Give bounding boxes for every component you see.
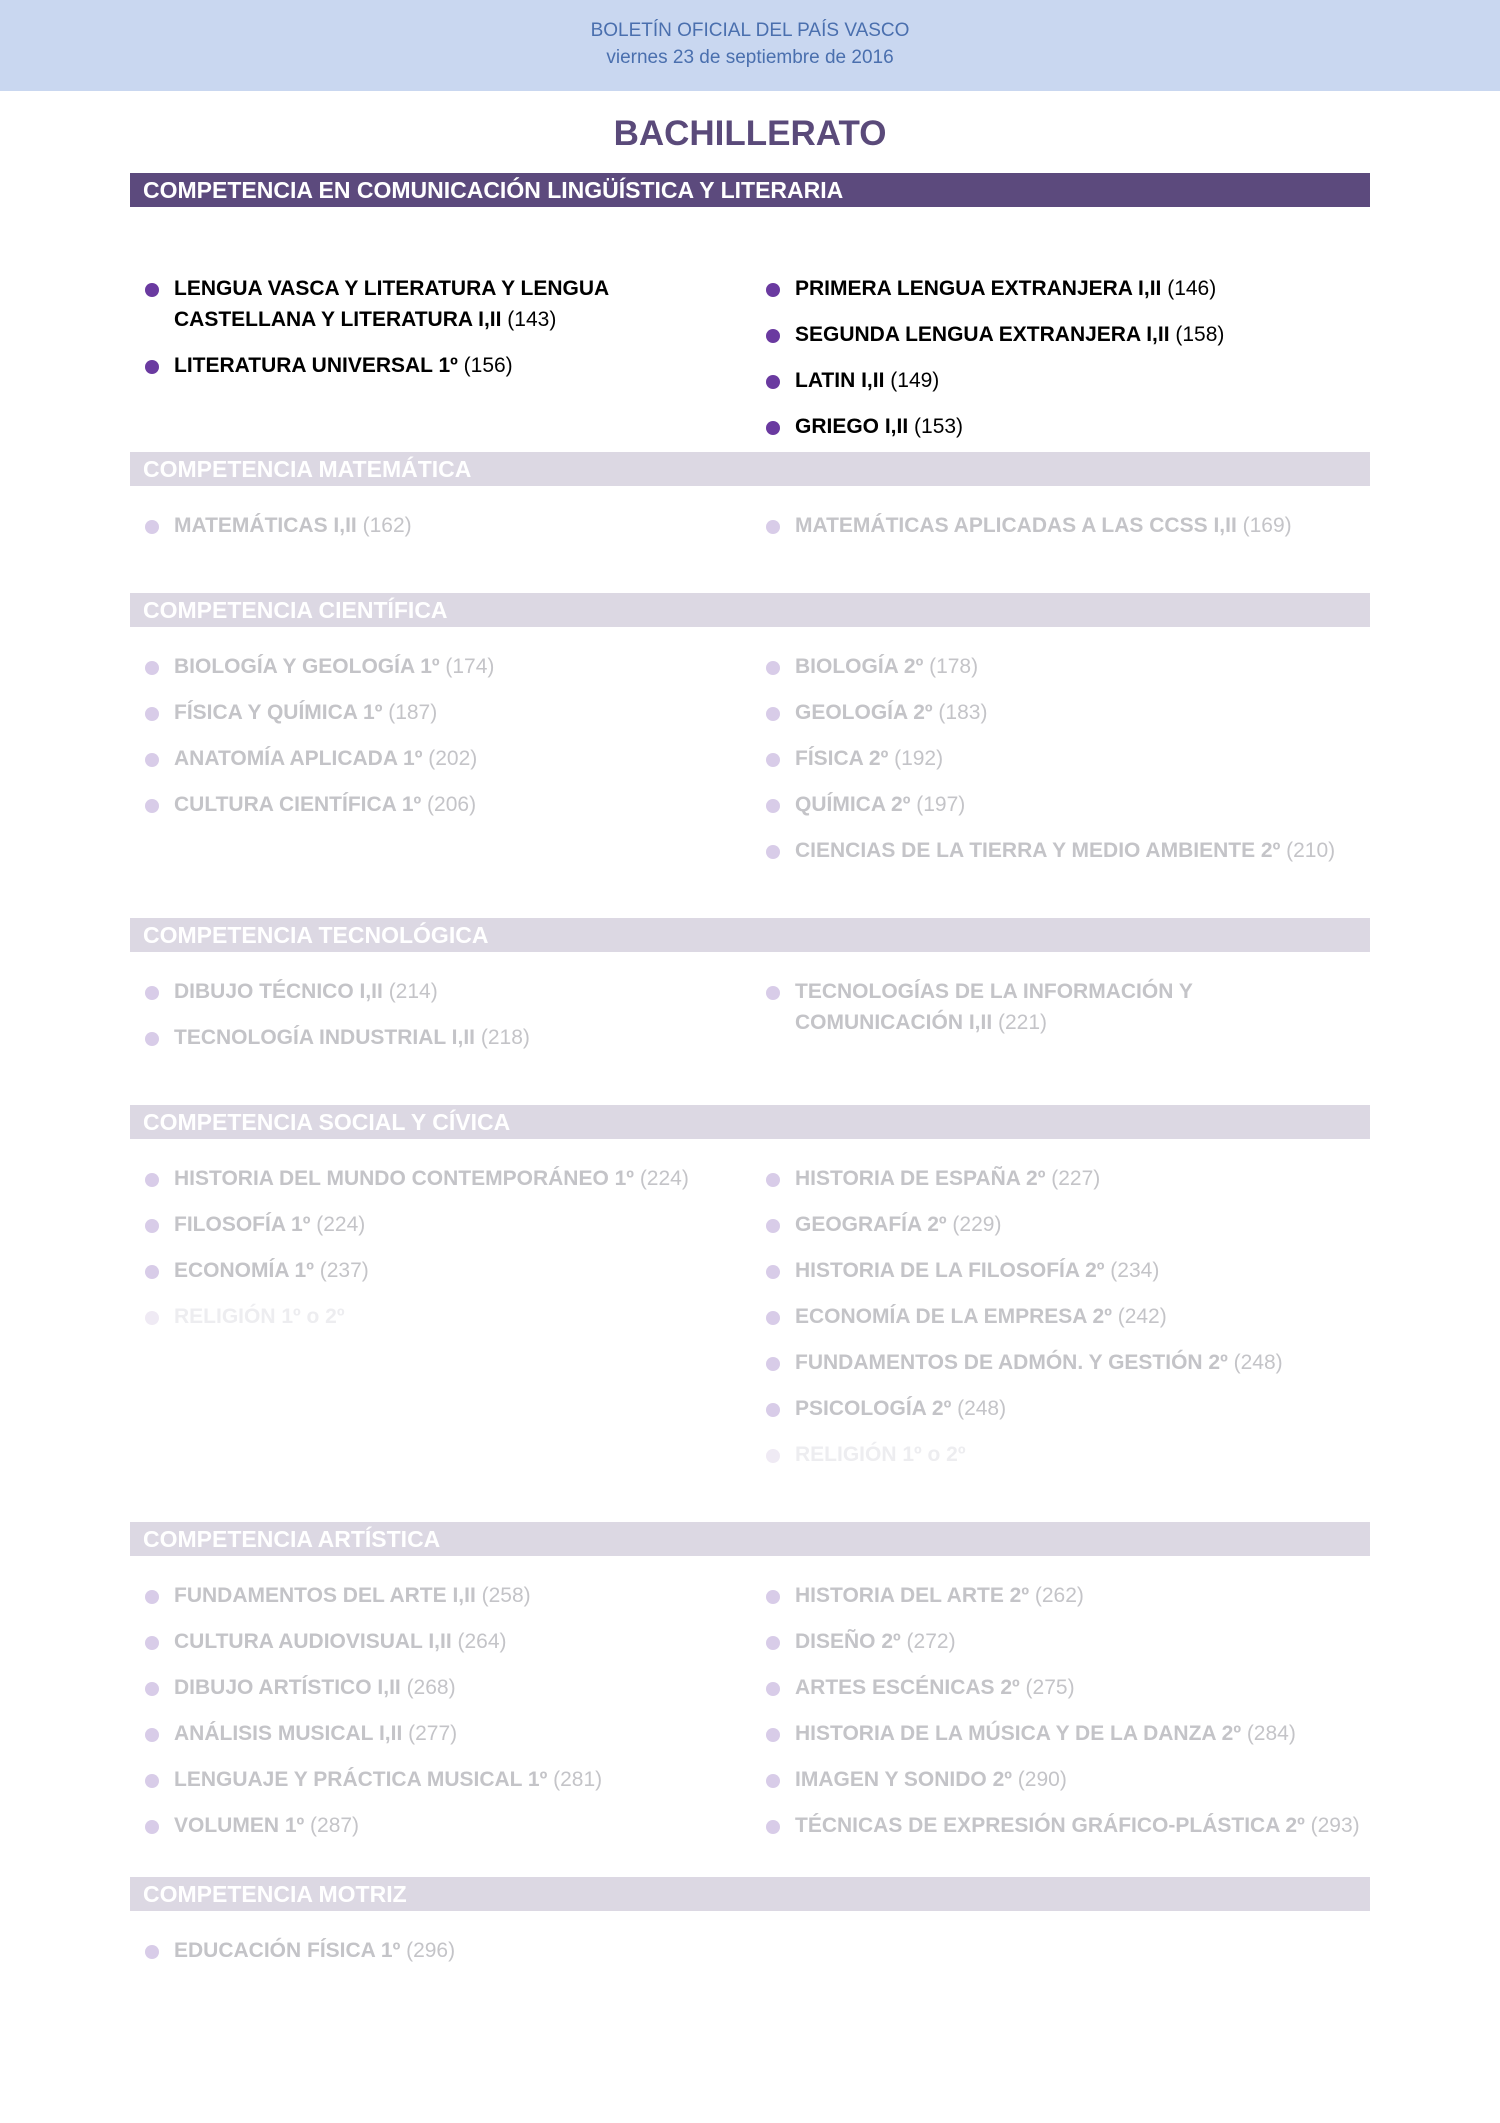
- list-item[interactable]: ECONOMÍA DE LA EMPRESA 2º (242): [766, 1301, 1167, 1332]
- list-item[interactable]: VOLUMEN 1º (287): [145, 1810, 359, 1841]
- list-item[interactable]: QUÍMICA 2º (197): [766, 789, 965, 820]
- list-item[interactable]: HISTORIA DE ESPAÑA 2º (227): [766, 1163, 1100, 1194]
- section-title: COMPETENCIA CIENTÍFICA: [130, 593, 1370, 627]
- list-item[interactable]: SEGUNDA LENGUA EXTRANJERA I,II (158): [766, 319, 1224, 350]
- bullet-icon: [145, 707, 159, 721]
- bullet-icon: [766, 1590, 780, 1604]
- list-item[interactable]: ARTES ESCÉNICAS 2º (275): [766, 1672, 1075, 1703]
- bullet-icon: [145, 799, 159, 813]
- bullet-icon: [145, 753, 159, 767]
- section-title: COMPETENCIA ARTÍSTICA: [130, 1522, 1370, 1556]
- list-item[interactable]: FÍSICA Y QUÍMICA 1º (187): [145, 697, 437, 728]
- bullet-icon: [766, 421, 780, 435]
- bullet-icon: [766, 1636, 780, 1650]
- bullet-icon: [766, 1265, 780, 1279]
- list-item[interactable]: DIBUJO TÉCNICO I,II (214): [145, 976, 438, 1007]
- section-artistica: [130, 1522, 1370, 1837]
- bullet-icon: [145, 1173, 159, 1187]
- bullet-icon: [766, 1173, 780, 1187]
- bullet-icon: [766, 986, 780, 1000]
- list-item[interactable]: HISTORIA DEL MUNDO CONTEMPORÁNEO 1º (224): [145, 1163, 689, 1194]
- section-title: COMPETENCIA MATEMÁTICA: [130, 452, 1370, 486]
- section-title: COMPETENCIA SOCIAL Y CÍVICA: [130, 1105, 1370, 1139]
- section-comunicacion: [130, 173, 1370, 438]
- bullet-icon: [145, 1311, 159, 1325]
- list-item[interactable]: BIOLOGÍA 2º (178): [766, 651, 978, 682]
- list-item[interactable]: CULTURA CIENTÍFICA 1º (206): [145, 789, 476, 820]
- bullet-icon: [145, 1265, 159, 1279]
- list-item[interactable]: FUNDAMENTOS DEL ARTE I,II (258): [145, 1580, 531, 1611]
- list-item[interactable]: FILOSOFÍA 1º (224): [145, 1209, 365, 1240]
- bullet-icon: [145, 661, 159, 675]
- bullet-icon: [766, 661, 780, 675]
- bullet-icon: [766, 1774, 780, 1788]
- section-cientifica: [130, 593, 1370, 862]
- list-item[interactable]: HISTORIA DE LA FILOSOFÍA 2º (234): [766, 1255, 1159, 1286]
- list-item[interactable]: GRIEGO I,II (153): [766, 411, 963, 442]
- bullet-icon: [766, 799, 780, 813]
- list-item[interactable]: LENGUAJE Y PRÁCTICA MUSICAL 1º (281): [145, 1764, 602, 1795]
- header-publication: BOLETÍN OFICIAL DEL PAÍS VASCO: [590, 20, 910, 41]
- bullet-icon: [766, 375, 780, 389]
- bullet-icon: [766, 1728, 780, 1742]
- list-item[interactable]: BIOLOGÍA Y GEOLOGÍA 1º (174): [145, 651, 494, 682]
- list-item[interactable]: FÍSICA 2º (192): [766, 743, 943, 774]
- section-matematica: [130, 452, 1370, 537]
- list-item[interactable]: FUNDAMENTOS DE ADMÓN. Y GESTIÓN 2º (248): [766, 1347, 1283, 1378]
- list-item[interactable]: IMAGEN Y SONIDO 2º (290): [766, 1764, 1067, 1795]
- bullet-icon: [145, 1636, 159, 1650]
- list-item[interactable]: CIENCIAS DE LA TIERRA Y MEDIO AMBIENTE 2º (210): [766, 835, 1335, 866]
- list-item[interactable]: GEOLOGÍA 2º (183): [766, 697, 987, 728]
- list-item[interactable]: TECNOLOGÍA INDUSTRIAL I,II (218): [145, 1022, 530, 1053]
- list-item[interactable]: LATIN I,II (149): [766, 365, 939, 396]
- bullet-icon: [145, 1945, 159, 1959]
- list-item[interactable]: DIBUJO ARTÍSTICO I,II (268): [145, 1672, 456, 1703]
- bullet-icon: [145, 283, 159, 297]
- bullet-icon: [766, 1403, 780, 1417]
- bullet-icon: [766, 520, 780, 534]
- bullet-icon: [145, 986, 159, 1000]
- list-item[interactable]: ECONOMÍA 1º (237): [145, 1255, 369, 1286]
- list-item[interactable]: TECNOLOGÍAS DE LA INFORMACIÓN Y COMUNICACIÓN I,II (221): [766, 976, 1193, 1038]
- list-item[interactable]: GEOGRAFÍA 2º (229): [766, 1209, 1001, 1240]
- bullet-icon: [766, 1682, 780, 1696]
- bullet-icon: [766, 1311, 780, 1325]
- header-date: viernes 23 de septiembre de 2016: [606, 47, 894, 68]
- list-item[interactable]: DISEÑO 2º (272): [766, 1626, 956, 1657]
- list-item[interactable]: RELIGIÓN 1º o 2º: [766, 1439, 966, 1470]
- section-title: COMPETENCIA MOTRIZ: [130, 1877, 1370, 1911]
- bullet-icon: [766, 329, 780, 343]
- list-item[interactable]: MATEMÁTICAS APLICADAS A LAS CCSS I,II (169): [766, 510, 1292, 541]
- list-item[interactable]: RELIGIÓN 1º o 2º: [145, 1301, 345, 1332]
- bullet-icon: [145, 1219, 159, 1233]
- page-title: BACHILLERATO: [613, 114, 887, 153]
- list-item[interactable]: EDUCACIÓN FÍSICA 1º (296): [145, 1935, 455, 1966]
- list-item[interactable]: CULTURA AUDIOVISUAL I,II (264): [145, 1626, 507, 1657]
- list-item[interactable]: LITERATURA UNIVERSAL 1º (156): [145, 350, 513, 381]
- bullet-icon: [766, 845, 780, 859]
- section-tecnologica: [130, 918, 1370, 1049]
- list-item[interactable]: PRIMERA LENGUA EXTRANJERA I,II (146): [766, 273, 1216, 304]
- bullet-icon: [145, 360, 159, 374]
- list-item[interactable]: LENGUA VASCA Y LITERATURA Y LENGUA CASTELLANA Y LITERATURA I,II (143): [145, 273, 609, 335]
- list-item[interactable]: HISTORIA DE LA MÚSICA Y DE LA DANZA 2º (284): [766, 1718, 1296, 1749]
- bullet-icon: [766, 1449, 780, 1463]
- bullet-icon: [145, 1032, 159, 1046]
- bullet-icon: [145, 1774, 159, 1788]
- list-item[interactable]: PSICOLOGÍA 2º (248): [766, 1393, 1006, 1424]
- section-social-civica: [130, 1105, 1370, 1466]
- list-item[interactable]: ANATOMÍA APLICADA 1º (202): [145, 743, 477, 774]
- bullet-icon: [145, 1728, 159, 1742]
- bullet-icon: [766, 1357, 780, 1371]
- section-title: COMPETENCIA EN COMUNICACIÓN LINGÜÍSTICA Y LITERARIA: [130, 173, 1370, 207]
- bullet-icon: [766, 283, 780, 297]
- list-item[interactable]: TÉCNICAS DE EXPRESIÓN GRÁFICO-PLÁSTICA 2º (293): [766, 1810, 1360, 1841]
- bullet-icon: [766, 1820, 780, 1834]
- section-title: COMPETENCIA TECNOLÓGICA: [130, 918, 1370, 952]
- list-item[interactable]: MATEMÁTICAS I,II (162): [145, 510, 412, 541]
- section-motriz: [130, 1877, 1370, 1962]
- bullet-icon: [145, 520, 159, 534]
- list-item[interactable]: ANÁLISIS MUSICAL I,II (277): [145, 1718, 457, 1749]
- bullet-icon: [766, 1219, 780, 1233]
- bullet-icon: [145, 1590, 159, 1604]
- bullet-icon: [145, 1682, 159, 1696]
- bullet-icon: [145, 1820, 159, 1834]
- bullet-icon: [766, 753, 780, 767]
- list-item[interactable]: HISTORIA DEL ARTE 2º (262): [766, 1580, 1084, 1611]
- page-header: [0, 0, 1500, 91]
- bullet-icon: [766, 707, 780, 721]
